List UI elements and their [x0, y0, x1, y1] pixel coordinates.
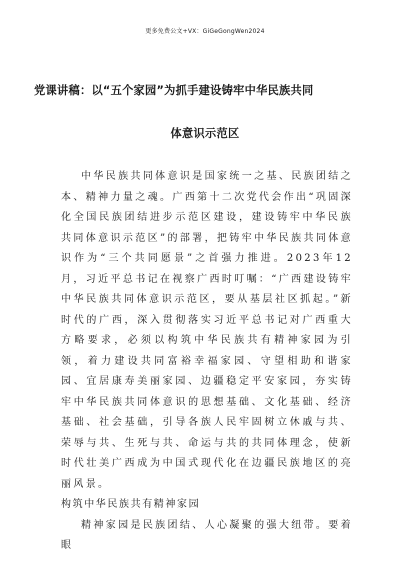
- document-title-line-2: 体意识示范区: [170, 127, 240, 140]
- header-promo-note: 更多免费公文+VX：GiGeGongWen2024: [145, 28, 265, 35]
- document-body: [61, 167, 353, 557]
- body-paragraph-1: 中华民族共同体意识是国家统一之基、民族团结之本、精神力量之魂。广西第十二次党代会作出“巩固深化全国民族团结进步示范区建设，建设铸牢中华民族共同体意识示范区”的部署，把铸牢中华民族共同体意识作为“三个共同愿景”之首强力推进。2023年12月，习近平总书记在视察广西时叮嘱：“广西建设铸牢中华民族共同体意识示范区，要从基层社区抓起。”新时代的广西，深入贯彻落实习近平总书记对广西重大方略要求，必须以构筑中华民族共有精神家园为引领，着力建设共同富裕幸福家园、守望相助和谐家园、宜居康寿美丽家园、边疆稳定平安家园，夯实铸牢中华民族共同体意识的思想基础、文化基础、经济基础、社会基础，引导各族人民牢固树立休戚与共、荣辱与共、生死与共、命运与共的共同体理念，使新时代壮美广西成为中国式现代化在边疆民族地区的亮丽风景。: [61, 171, 353, 490]
- section-heading: 构筑中华民族共有精神家园: [61, 499, 201, 510]
- body-paragraph-2: 精神家园是民族团结、人心凝聚的强大纽带。要着眼: [61, 519, 353, 551]
- document-title-line-1: 党课讲稿：以“五个家园”为抓手建设铸牢中华民族共同: [34, 84, 314, 97]
